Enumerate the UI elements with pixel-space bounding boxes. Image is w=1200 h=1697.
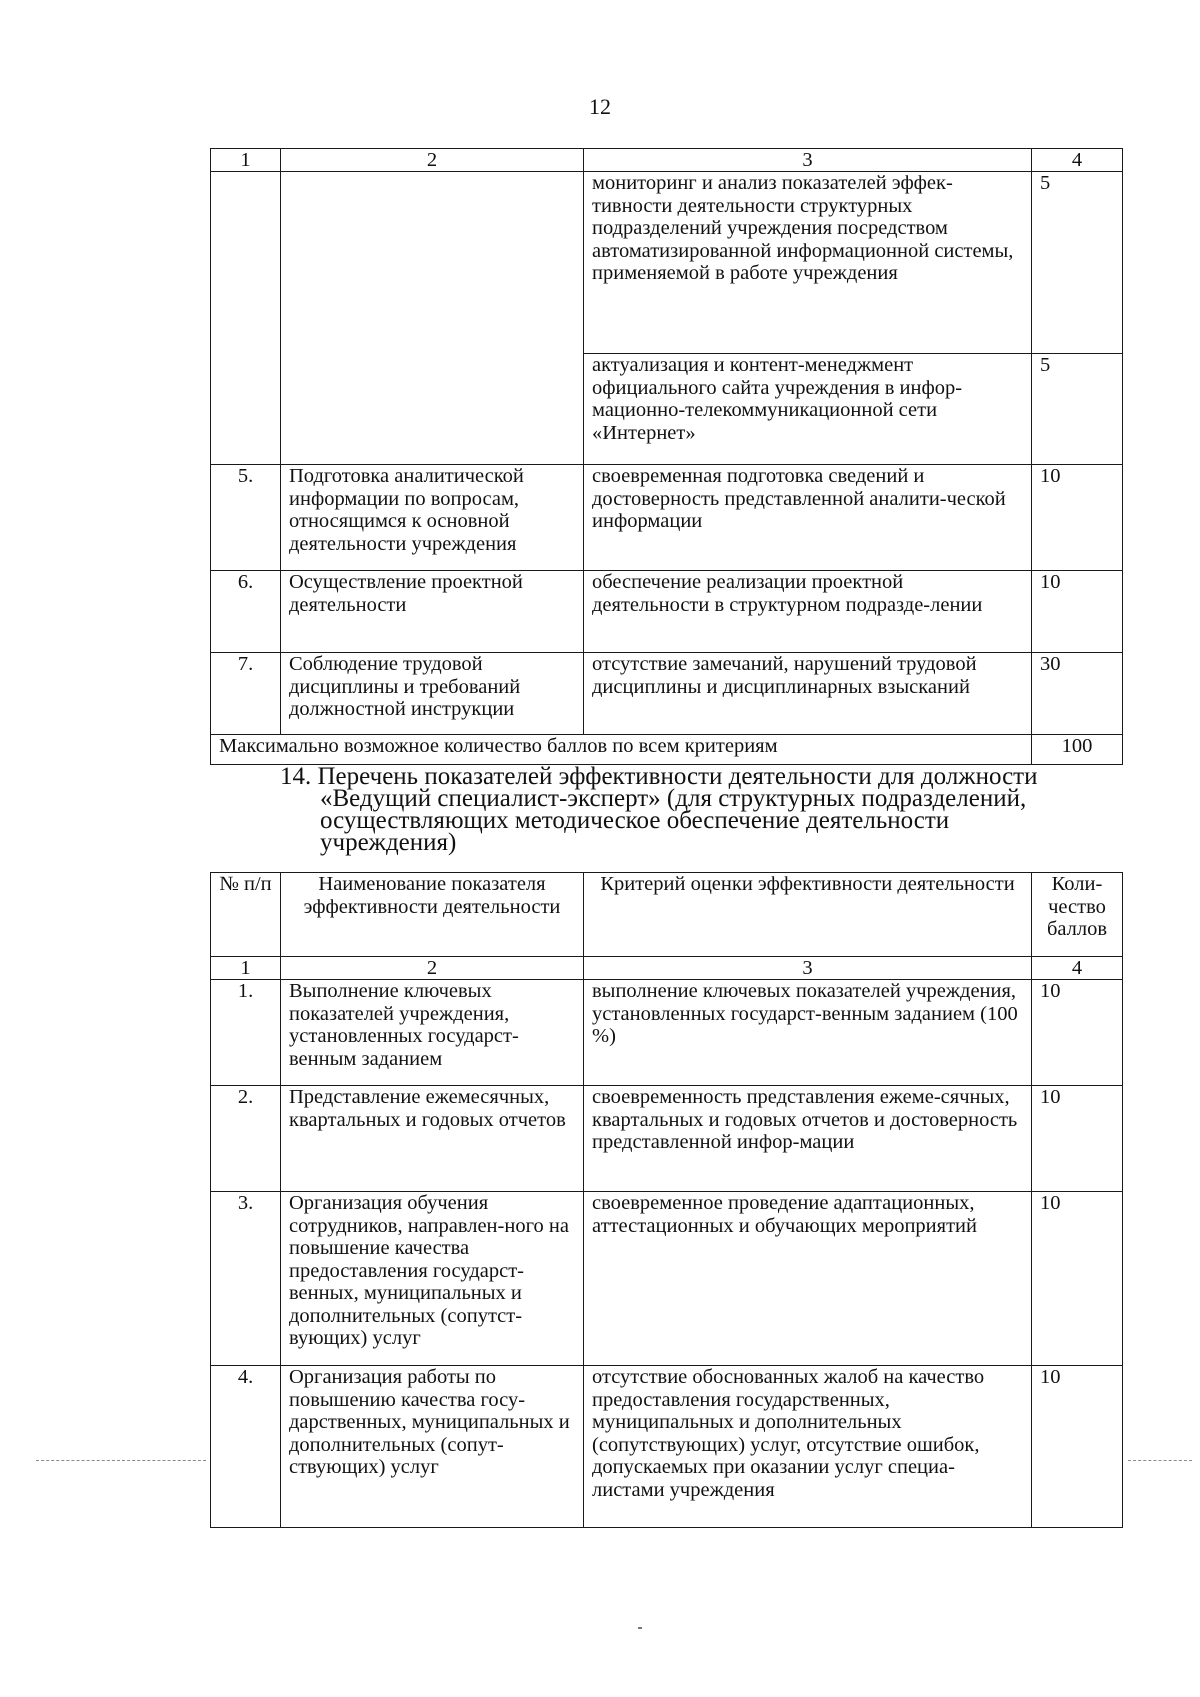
section-number: 14. — [280, 763, 312, 790]
section-heading — [280, 763, 1140, 856]
table-row — [211, 980, 1123, 1086]
header-score: Коли-чество баллов — [1032, 873, 1123, 957]
column-number: 4 — [1032, 149, 1123, 172]
table-row — [211, 172, 1123, 354]
score-cell: 10 — [1032, 1366, 1123, 1528]
scan-speck — [638, 1627, 642, 1629]
criterion-cell: выполнение ключевых показателей учреждения, установленных государст-венным заданием (100 %) — [584, 980, 1032, 1086]
criterion-cell: обеспечение реализации проектной деятельности в структурном подразде-лении — [584, 571, 1032, 653]
indicator-name-cell: Организация обучения сотрудников, направлен-ного на повышение качества предоставления государст-венных, муниципальных и дополнительных (сопутст-вующих) услуг — [281, 1192, 584, 1366]
column-number: 3 — [584, 957, 1032, 980]
score-cell: 10 — [1032, 1192, 1123, 1366]
score-cell: 10 — [1032, 980, 1123, 1086]
header-indicator-name: Наименование показателя эффективности деятельности — [281, 873, 584, 957]
row-number-cell: 3. — [211, 1192, 281, 1366]
criterion-cell: своевременная подготовка сведений и достоверность представленной аналити-ческой информации — [584, 465, 1032, 571]
criteria-table-specialist-expert — [210, 872, 1123, 1528]
score-cell: 10 — [1032, 571, 1123, 653]
scan-fold-line-right — [1128, 1460, 1192, 1461]
row-number-cell: 4. — [211, 1366, 281, 1528]
score-cell: 10 — [1032, 1086, 1123, 1192]
row-number-cell: 5. — [211, 465, 281, 571]
criterion-cell: своевременность представления ежеме-сячных, квартальных и годовых отчетов и достоверность представленной инфор-мации — [584, 1086, 1032, 1192]
score-cell: 5 — [1032, 172, 1123, 354]
score-cell: 5 — [1032, 354, 1123, 465]
table-row — [211, 1086, 1123, 1192]
page-number: 12 — [589, 94, 611, 119]
row-number-cell: 2. — [211, 1086, 281, 1192]
column-number-row — [211, 149, 1123, 172]
section-title-line: Перечень показателей эффективности деятельности для должности — [317, 763, 1038, 790]
indicator-name-cell: Осуществление проектной деятельности — [281, 571, 584, 653]
header-criterion: Критерий оценки эффективности деятельности — [584, 873, 1032, 957]
table-row — [211, 465, 1123, 571]
row-number-cell: 1. — [211, 980, 281, 1086]
total-label: Максимально возможное количество баллов по всем критериям — [211, 735, 1032, 765]
indicator-name-cell: Соблюдение трудовой дисциплины и требований должностной инструкции — [281, 653, 584, 735]
header-row — [211, 873, 1123, 957]
header-number: № п/п — [211, 873, 281, 957]
section-title-line: учреждения) — [320, 829, 457, 856]
indicator-name-cell: Организация работы по повышению качества госу-дарственных, муниципальных и дополнительных (сопут-ствующих) услуг — [281, 1366, 584, 1528]
row-number-cell — [211, 172, 281, 465]
score-cell: 10 — [1032, 465, 1123, 571]
total-value: 100 — [1032, 735, 1123, 765]
indicator-name-cell — [281, 172, 584, 465]
indicator-name-cell: Подготовка аналитической информации по вопросам, относящимся к основной деятельности учреждения — [281, 465, 584, 571]
column-number-row — [211, 957, 1123, 980]
column-number: 3 — [584, 149, 1032, 172]
table-row — [211, 1192, 1123, 1366]
table-row — [211, 653, 1123, 735]
criterion-cell: отсутствие обоснованных жалоб на качество предоставления государственных, муниципальных и дополнительных (сопутствующих) услуг, отсутствие ошибок, допускаемых при оказании услуг специа-листами учреждения — [584, 1366, 1032, 1528]
score-cell: 30 — [1032, 653, 1123, 735]
section-title-line: осуществляющих методическое обеспечение деятельности — [320, 807, 950, 834]
row-number-cell: 7. — [211, 653, 281, 735]
column-number: 1 — [211, 957, 281, 980]
criterion-cell: своевременное проведение адаптационных, аттестационных и обучающих мероприятий — [584, 1192, 1032, 1366]
row-number-cell: 6. — [211, 571, 281, 653]
criterion-cell: мониторинг и анализ показателей эффек-тивности деятельности структурных подразделений учреждения посредством автоматизированной информационной системы, применяемой в работе учреждения — [584, 172, 1032, 354]
column-number: 2 — [281, 957, 584, 980]
table-row — [211, 571, 1123, 653]
column-number: 4 — [1032, 957, 1123, 980]
criterion-cell: актуализация и контент-менеджмент официального сайта учреждения в инфор-мационно-телекоммуникационной сети «Интернет» — [584, 354, 1032, 465]
indicator-name-cell: Представление ежемесячных, квартальных и годовых отчетов — [281, 1086, 584, 1192]
total-row — [211, 735, 1123, 765]
table-row — [211, 1366, 1123, 1528]
section-title-line: «Ведущий специалист-эксперт» (для структурных подразделений, — [320, 785, 1027, 812]
scan-fold-line-left — [36, 1460, 206, 1461]
criteria-table-continued — [210, 148, 1123, 765]
column-number: 1 — [211, 149, 281, 172]
criterion-cell: отсутствие замечаний, нарушений трудовой дисциплины и дисциплинарных взысканий — [584, 653, 1032, 735]
column-number: 2 — [281, 149, 584, 172]
indicator-name-cell: Выполнение ключевых показателей учреждения, установленных государст-венным заданием — [281, 980, 584, 1086]
